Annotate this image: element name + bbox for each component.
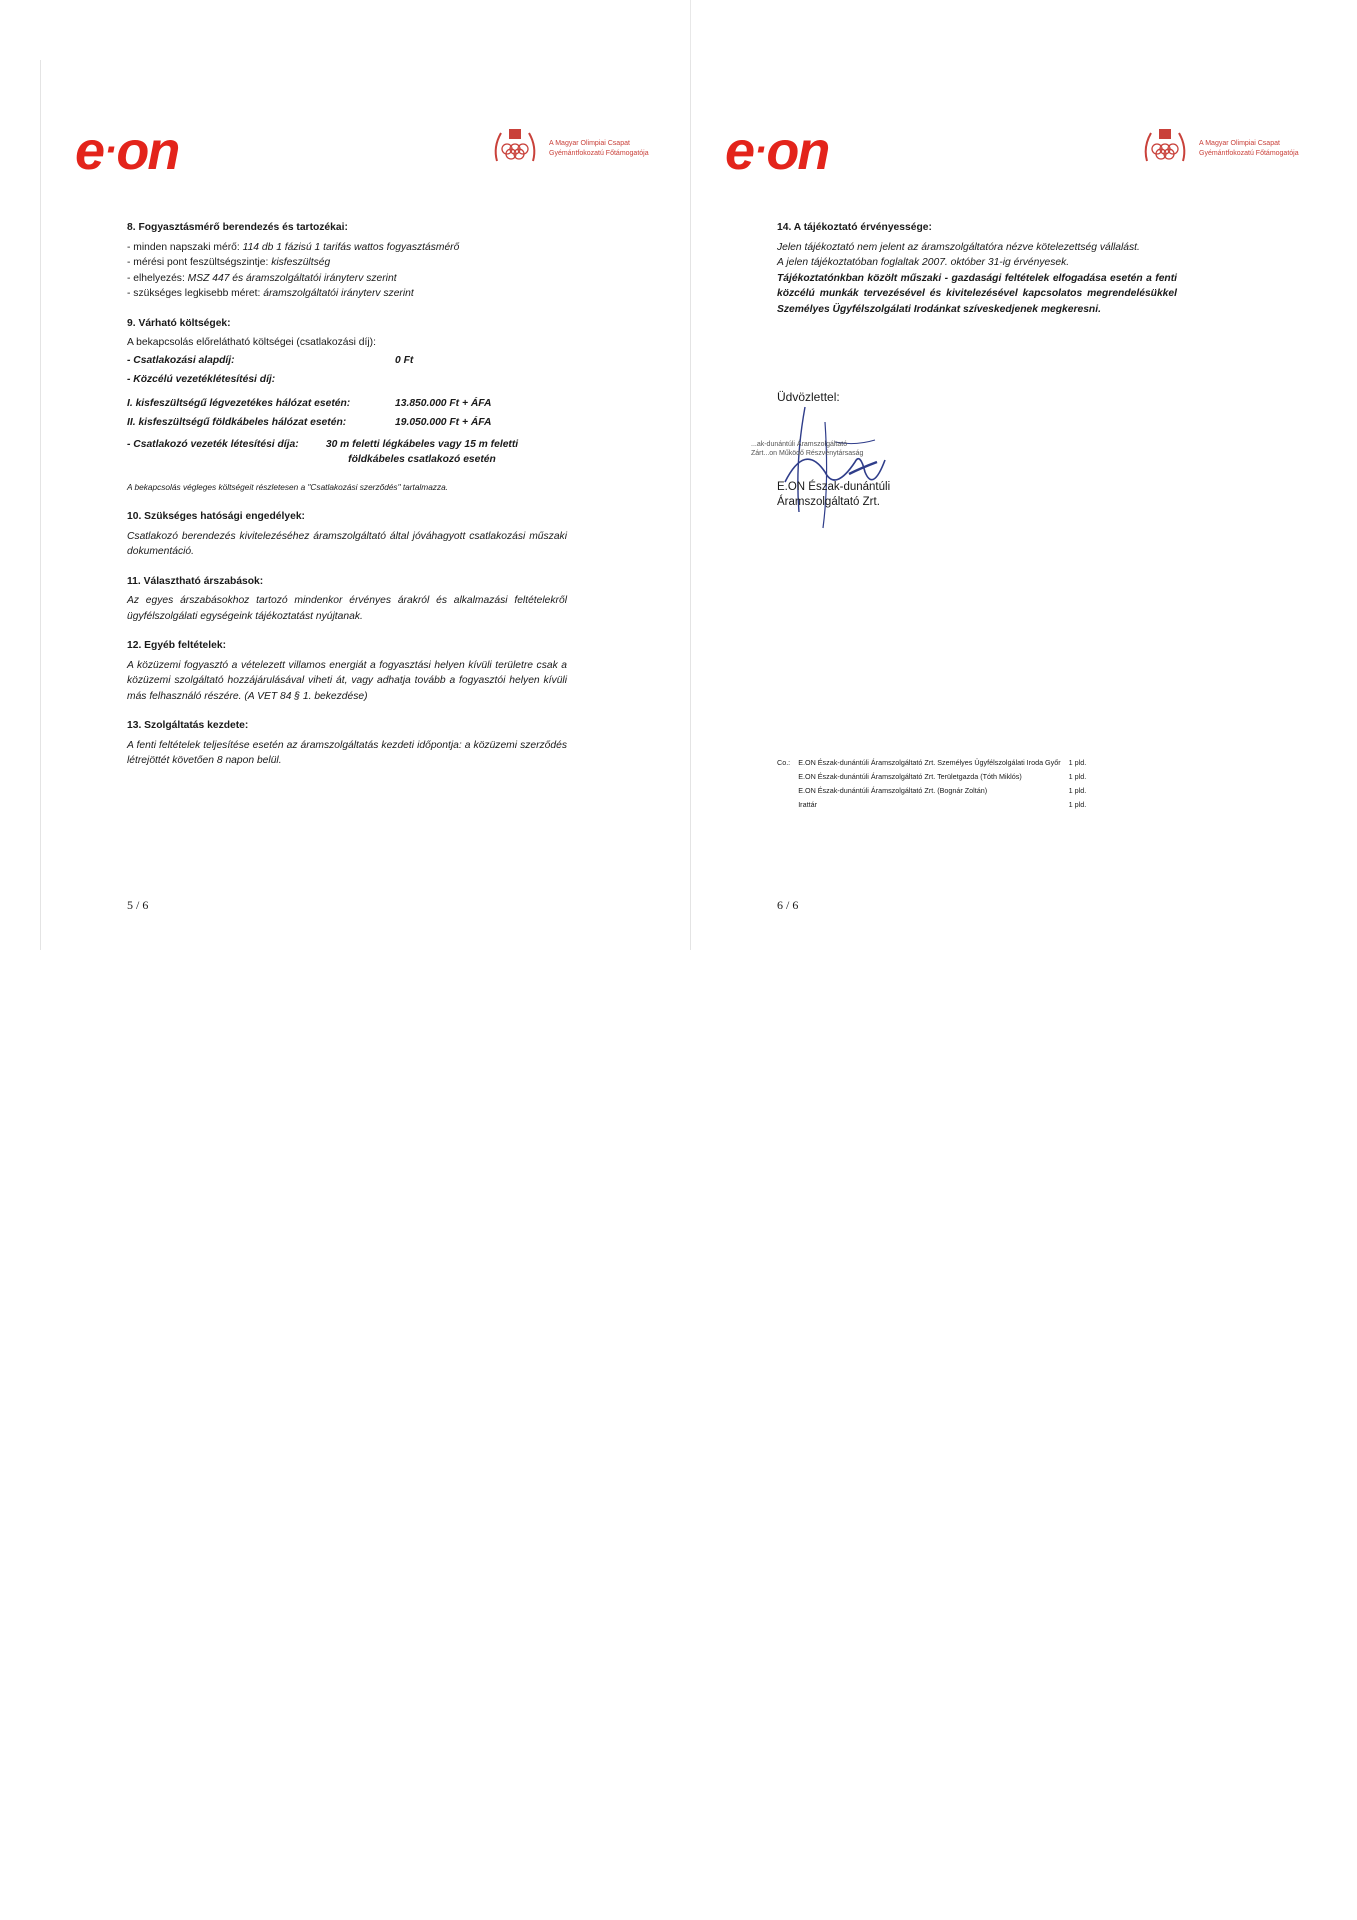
signatory-company bbox=[777, 480, 890, 510]
cc-row bbox=[777, 784, 1094, 798]
overhead-cost-row bbox=[127, 396, 567, 412]
section-13-title: 13. Szolgáltatás kezdete: bbox=[127, 720, 249, 731]
underground-cost-row bbox=[127, 415, 567, 431]
cc-row bbox=[777, 798, 1094, 812]
section-10 bbox=[127, 509, 567, 560]
olympic-sponsor-text bbox=[549, 139, 649, 159]
overhead-cost-label: I. kisfeszültségű légvezetékes hálózat esetén: bbox=[127, 397, 351, 409]
olympic-line-1: A Magyar Olimpiai Csapat bbox=[1199, 140, 1280, 147]
cc-quantity: 1 pld. bbox=[1068, 786, 1087, 795]
section-10-text: Csatlakozó berendezés kivitelezéséhez áramszolgáltató által jóváhagyott csatlakozási műszaki dokumentáció. bbox=[127, 530, 567, 557]
meter-label: - minden napszaki mérő: bbox=[127, 241, 243, 253]
section-11-title: 11. Választható árszabások: bbox=[127, 575, 264, 587]
section-10-title: 10. Szükséges hatósági engedélyek: bbox=[127, 511, 305, 522]
validity-bold-text: Tájékoztatónkban közölt műszaki - gazdasági feltételek elfogadása esetén a fenti közcélú munkák tervezésével és kivitelezésével kapcsolatos megrendelésükkel Személyes Ügyfélszolgálati Irodánkat szíveskedjenek megkeresni. bbox=[777, 272, 1177, 315]
overhead-cost-value: 13.850.000 Ft + ÁFA bbox=[395, 397, 492, 409]
page-number-6: 6 / 6 bbox=[777, 898, 799, 912]
min-size-value: áramszolgáltatói irányterv szerint bbox=[263, 288, 414, 299]
cc-quantity: 1 pld. bbox=[1068, 758, 1087, 767]
olympic-sponsor-badge bbox=[1141, 125, 1331, 170]
eon-logo: e·on bbox=[725, 121, 829, 181]
base-fee-label: - Csatlakozási alapdíj: bbox=[127, 354, 235, 366]
underground-cost-label: II. kisfeszültségű földkábeles hálózat esetén: bbox=[127, 417, 347, 428]
section-8-title: 8. Fogyasztásmérő berendezés és tartozékai: bbox=[127, 222, 348, 233]
greeting: Üdvözlettel: bbox=[777, 390, 840, 404]
cc-recipient: E.ON Észak-dunántúli Áramszolgáltató Zrt. (Bognár Zoltán) bbox=[798, 786, 988, 795]
section-8 bbox=[127, 220, 567, 302]
company-line-2: Áramszolgáltató Zrt. bbox=[777, 496, 880, 508]
olympic-sponsor-text bbox=[1199, 139, 1299, 159]
connection-line-fee-label: - Csatlakozó vezeték létesítési díja: bbox=[127, 438, 299, 450]
cc-recipient: E.ON Észak-dunántúli Áramszolgáltató Zrt. Területgazda (Tóth Miklós) bbox=[798, 772, 1022, 781]
page-number-5: 5 / 6 bbox=[127, 898, 149, 912]
olympic-sponsor-badge bbox=[491, 125, 681, 170]
connection-line-fee-value: 30 m feletti légkábeles vagy 15 m feletti földkábeles csatlakozó esetén bbox=[325, 438, 519, 465]
cc-quantity: 1 pld. bbox=[1068, 772, 1087, 781]
section-14 bbox=[777, 220, 1177, 317]
section-12 bbox=[127, 638, 567, 704]
validity-line-2: A jelen tájékoztatóban foglaltak 2007. október 31-ig érvényesek. bbox=[777, 257, 1070, 268]
base-fee-value: 0 Ft bbox=[395, 354, 414, 366]
page-5-content bbox=[127, 220, 567, 783]
cc-quantity: 1 pld. bbox=[1068, 800, 1087, 809]
cc-label: Co.: bbox=[777, 758, 791, 767]
voltage-label: - mérési pont feszültségszintje: bbox=[127, 257, 272, 268]
olympic-laurel-icon bbox=[1141, 125, 1189, 170]
stamp-line-1: ...ak-dunántúli Áramszolgáltató bbox=[751, 441, 848, 448]
placement-label: - elhelyezés: bbox=[127, 272, 188, 284]
cc-recipient: E.ON Észak-dunántúli Áramszolgáltató Zrt. Személyes Ügyfélszolgálati Iroda Győr bbox=[798, 758, 1061, 767]
validity-line-1: Jelen tájékoztató nem jelent az áramszolgáltatóra nézve kötelezettség vállalást. bbox=[777, 241, 1140, 253]
meter-value: 114 db 1 fázisú 1 tarifás wattos fogyasztásmérő bbox=[242, 241, 460, 253]
section-11-text: Az egyes árszabásokhoz tartozó mindenkor érvényes árakról és alkalmazási feltételekről ügyfélszolgálati egységeink tájékoztatást nyújtanak. bbox=[127, 595, 567, 622]
olympic-line-2: Gyémántfokozatú Főtámogatója bbox=[549, 150, 649, 157]
page-6-content bbox=[777, 220, 1177, 331]
costs-intro: A bekapcsolás előrelátható költségei (csatlakozási díj): bbox=[127, 337, 376, 348]
copy-distribution-list bbox=[777, 756, 1094, 812]
cc-recipient: Irattár bbox=[798, 800, 817, 809]
placement-value: MSZ 447 és áramszolgáltatói irányterv szerint bbox=[187, 272, 397, 284]
section-13 bbox=[127, 718, 567, 769]
olympic-line-1: A Magyar Olimpiai Csapat bbox=[549, 140, 630, 147]
cc-row bbox=[777, 756, 1094, 770]
document-page-6 bbox=[690, 60, 1331, 950]
final-cost-note: A bekapcsolás végleges költségeit részletesen a "Csatlakozási szerződés" tartalmazza. bbox=[127, 481, 449, 492]
document-page-5 bbox=[40, 60, 681, 950]
voltage-value: kisfeszültség bbox=[271, 257, 331, 268]
company-line-1: E.ON Észak-dunántúli bbox=[777, 481, 891, 493]
section-12-title: 12. Egyéb feltételek: bbox=[127, 640, 227, 651]
section-12-text: A közüzemi fogyasztó a vételezett villamos energiát a fogyasztási helyen kívüli területre csak a közüzemi szolgáltató hozzájárulásával viheti át, vagy adhatja tovább a fogyasztói helyen kívüli más felhasználó részére. (A VET 84 § 1. bekezdése) bbox=[127, 659, 567, 702]
cc-row bbox=[777, 770, 1094, 784]
underground-cost-value: 19.050.000 Ft + ÁFA bbox=[395, 417, 492, 428]
connection-line-fee-row bbox=[127, 437, 567, 468]
olympic-laurel-icon bbox=[491, 125, 539, 170]
handwritten-signature bbox=[765, 402, 935, 532]
min-size-label: - szükséges legkisebb méret: bbox=[127, 288, 264, 299]
company-stamp bbox=[751, 440, 863, 458]
section-13-text: A fenti feltételek teljesítése esetén az áramszolgáltatás kezdeti időpontja: a közüzemi szerződés létrejöttét követően 8 napon belül. bbox=[127, 739, 567, 766]
eon-logo: e·on bbox=[75, 121, 179, 181]
section-14-title: 14. A tájékoztató érvényessége: bbox=[777, 222, 932, 233]
section-9-title: 9. Várható költségek: bbox=[127, 317, 231, 329]
section-9 bbox=[127, 316, 567, 496]
stamp-line-2: Zárt...on Működő Részvénytársaság bbox=[751, 450, 864, 457]
public-line-fee-label: - Közcélú vezetéklétesítési díj: bbox=[127, 374, 276, 385]
olympic-line-2: Gyémántfokozatú Főtámogatója bbox=[1199, 150, 1299, 157]
base-fee-row bbox=[127, 353, 567, 369]
section-11 bbox=[127, 574, 567, 625]
